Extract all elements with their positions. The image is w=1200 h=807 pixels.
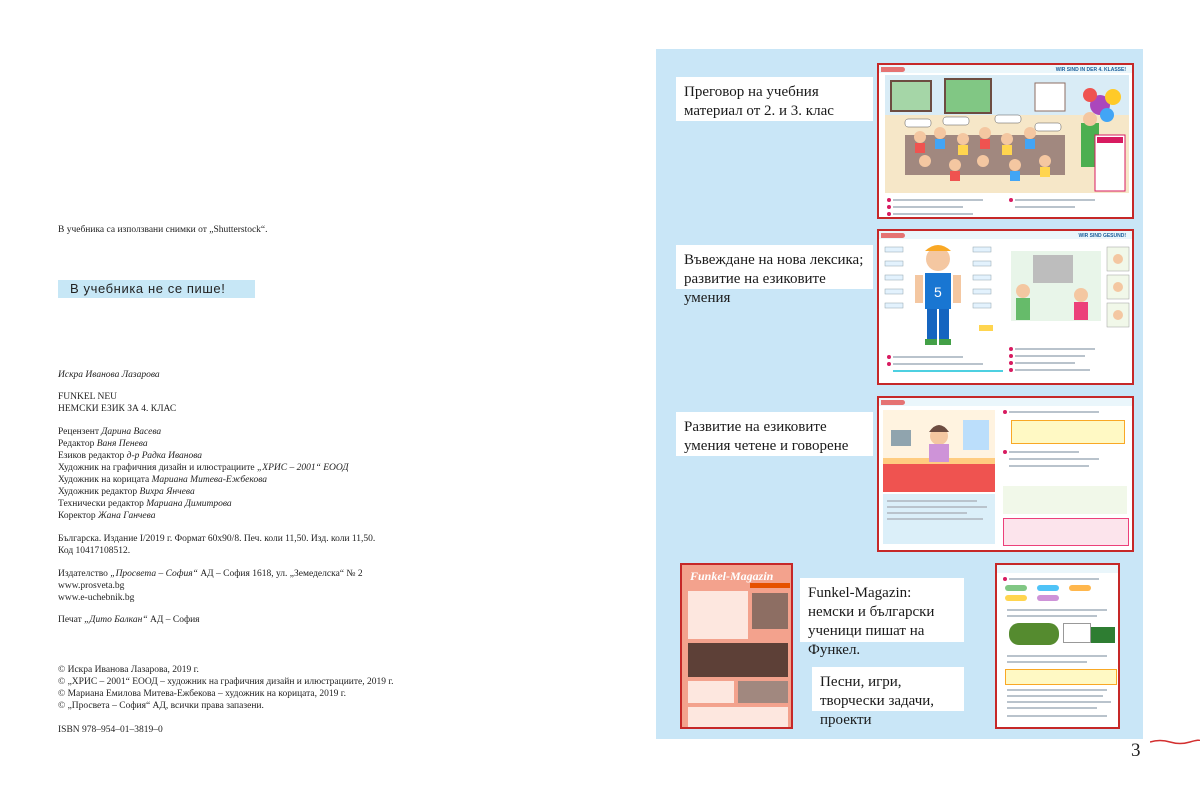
no-write-label: В учебника не се пише! (58, 280, 255, 298)
caption-games: Песни, игри, творчески задачи, проекти (812, 667, 964, 711)
pencil-icon (881, 67, 905, 72)
credit-line: Коректор Жана Ганчева (58, 511, 156, 521)
photo (1091, 627, 1115, 643)
credit-line: Езиков редактор д-р Радка Иванова (58, 451, 203, 461)
shop-illustration (883, 410, 995, 492)
edition-line: Българска. Издание I/2019 г. Формат 60х90/8. Печ. коли 11,50. Изд. коли 11,50. (58, 534, 376, 544)
author-name: Искра Иванова Лазарова (58, 370, 160, 380)
website-link[interactable]: www.prosveta.bg (58, 581, 125, 591)
publisher-line: Издателство „Просвета – София“ АД – София 1618, ул. „Земеделска“ № 2 (58, 569, 363, 579)
shutterstock-note: В учебника са използвани снимки от „Shutterstock“. (58, 225, 268, 235)
bookmark-thread-icon (1150, 739, 1200, 745)
magazin-thumbnail (680, 563, 793, 729)
magazin-logo: Funkel-Magazin (690, 569, 774, 583)
card (1063, 623, 1091, 643)
thumbnail-title: WIR SIND IN DER 4. KLASSE! (1055, 67, 1126, 73)
credit-line: Редактор Ваня Пенева (58, 439, 148, 449)
textbook-page-thumbnail (877, 63, 1134, 219)
textbook-page-thumbnail (877, 229, 1134, 385)
grammar-box (1003, 518, 1129, 546)
photo (752, 593, 788, 629)
textbook-page-thumbnail (877, 396, 1134, 552)
table-box (1003, 486, 1127, 514)
photo (1009, 623, 1059, 645)
credit-line: Художник на графичния дизайн и илюстрациите „ХРИС – 2001“ ЕООД (58, 463, 349, 473)
credit-line: Художник редактор Вихра Янчева (58, 487, 195, 497)
caption-reading: Развитие на езиковите умения четене и говорене (676, 412, 873, 456)
copyright-line: © Искра Иванова Лазарова, 2019 г. (58, 665, 199, 675)
copyright-line: © „Просвета – София“ АД, всички права запазени. (58, 701, 264, 711)
photo (688, 643, 788, 677)
caption-vocabulary: Въвеждане на нова лексика; развитие на езиковите умения (676, 245, 873, 289)
svg-text:5: 5 (934, 284, 942, 300)
body-parts-illustration (883, 241, 1131, 349)
caption-magazin: Funkel-Magazin: немски и български ученици пишат на Функел. (800, 578, 964, 642)
magazin-label (750, 583, 790, 588)
caption-review: Преговор на учебния материал от 2. и 3. клас (676, 77, 873, 121)
page-header-strip (997, 565, 1118, 573)
textbook-page-thumbnail (995, 563, 1120, 729)
pencil-icon (881, 400, 905, 405)
classroom-illustration (885, 75, 1129, 193)
letter-text (688, 707, 788, 727)
pencil-icon (881, 233, 905, 238)
word-box (1005, 669, 1117, 685)
credit-line: Рецензент Дарина Васева (58, 427, 162, 437)
page-header-strip (879, 398, 1132, 406)
website-link[interactable]: www.e-uchebnik.bg (58, 593, 135, 603)
letter-text (688, 591, 748, 639)
code-line: Код 10417108512. (58, 546, 131, 556)
print-line: Печат „Дито Балкан“ АД – София (58, 615, 200, 625)
photo (738, 681, 788, 703)
credit-line: Технически редактор Мариана Димитрова (58, 499, 232, 509)
isbn: ISBN 978–954–01–3819–0 (58, 725, 163, 735)
page-number: 3 (1131, 740, 1141, 761)
thumbnail-title: WIR SIND GESUND! (1078, 233, 1126, 239)
word-box (1011, 420, 1125, 444)
copyright-line: © „ХРИС – 2001“ ЕООД – художник на графичния дизайн и илюстрациите, 2019 г. (58, 677, 394, 687)
copyright-line: © Мариана Емилова Митева-Ежбекова – художник на корицата, 2019 г. (58, 689, 346, 699)
letter-text (688, 681, 734, 703)
book-title: FUNKEL NEU (58, 392, 118, 402)
credit-line: Художник на корицата Мариана Митева-Ежбекова (58, 475, 268, 485)
book-subtitle: НЕМСКИ ЕЗИК ЗА 4. КЛАС (58, 404, 177, 414)
